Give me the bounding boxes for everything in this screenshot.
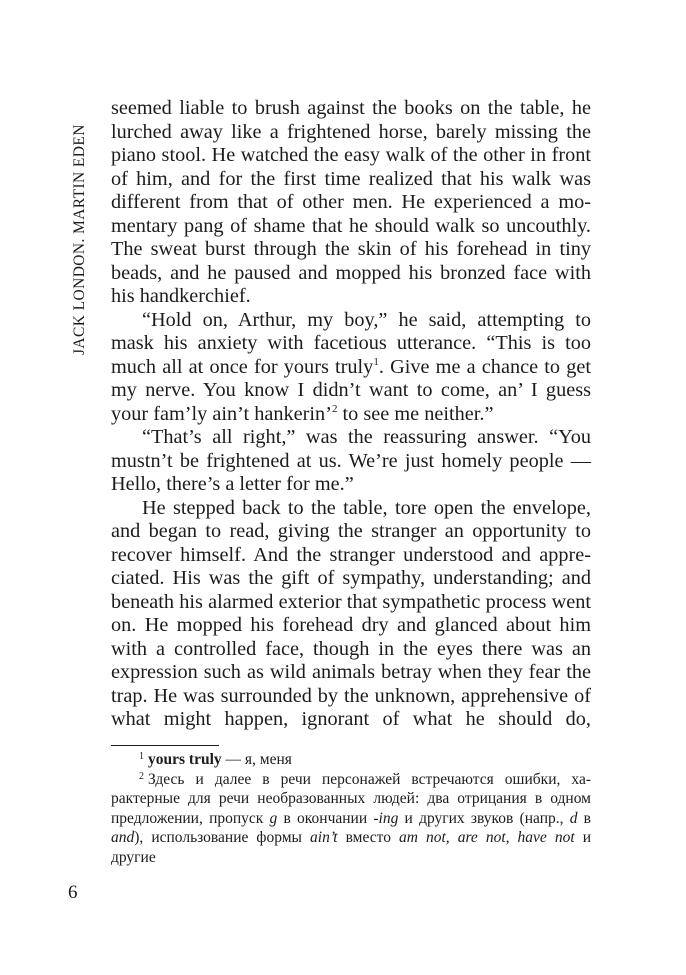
footnotes: [111, 750, 591, 868]
page-number: 6: [68, 882, 78, 903]
footnote: [111, 770, 591, 868]
running-head: JACK LONDON. MARTIN EDEN: [71, 124, 88, 355]
footnote-text: ), использование формы: [134, 829, 311, 847]
footnote-text: в: [577, 809, 592, 827]
footnote-mark: 1: [139, 751, 144, 762]
footnote-ref: 2: [331, 402, 338, 415]
paragraph: “That’s all right,” was the reassuring answer. “You mustn’t be frightened at us. We’re just homely people — Hello, there’s a letter for me.”: [111, 426, 591, 495]
footnote-italic: d: [569, 809, 578, 827]
footnote-mark: 2: [139, 770, 144, 782]
footnote-text: в окончании: [277, 809, 374, 827]
paragraph: He stepped back to the table, tore open the envelope, and began to read, giving the stranger an opportunity to recover himself. And the stranger understood and appreciated. His was the gift of sympathy, understanding; and beneath his alarmed exterior that sympathetic process went on. He mopped his forehead dry and glanced about him with a controlled face, though in the eyes there was an expression such as wild animals betray when they fear the trap. He was surrounded by the unknown, apprehensive of what might happen, ignorant of what he should do,: [111, 496, 591, 730]
paragraph-text: to see me neither.”: [337, 402, 494, 425]
footnote-ref: 1: [373, 355, 379, 368]
footnote-text: — я, меня: [221, 751, 292, 768]
paragraph: seemed liable to brush against the books on the table, he lurched away like a frightened horse, barely missing the piano stool. He watched the easy walk of the other in front of him, and for the first time realized that his walk was different from that of other men. He experienced a momentary pang of shame that he should walk so uncouthly. The sweat burst through the skin of his forehead in tiny beads, and he paused and mopped his bronzed face with his handkerchief.: [111, 97, 591, 307]
footnote-italic: -ing: [373, 809, 399, 827]
footnote: [111, 750, 591, 770]
paragraph-text: “Hold on, Arthur, my boy,” he said, attempting to mask his anxiety with facetious utterance. “This is too much all at once for yours truly: [111, 308, 591, 378]
main-text: [111, 97, 591, 732]
footnote-text: и другие: [111, 829, 592, 866]
footnote-text: вместо: [337, 829, 399, 847]
paragraph-text: . Give me a chance to get my nerve. You know I didn’t want to come, an’ I guess your fam’ly ain’t hankerin’: [111, 355, 591, 425]
footnote-term: yours truly: [148, 751, 222, 768]
footnote-italic: ain’t: [310, 829, 338, 847]
footnote-text: и других звуков (напр.,: [398, 809, 570, 827]
paragraph: [111, 309, 591, 427]
footnote-text: Здесь и далее в речи персонажей встречаются ошибки, характерные для речи необразованных людей: два отрицания в одном предложении, пропуск: [111, 770, 591, 827]
footnote-italic: and: [111, 829, 135, 847]
footnote-italic: g: [269, 809, 278, 827]
footnote-italic: am not, are not, have not: [399, 829, 575, 847]
footnote-divider: [111, 745, 219, 746]
